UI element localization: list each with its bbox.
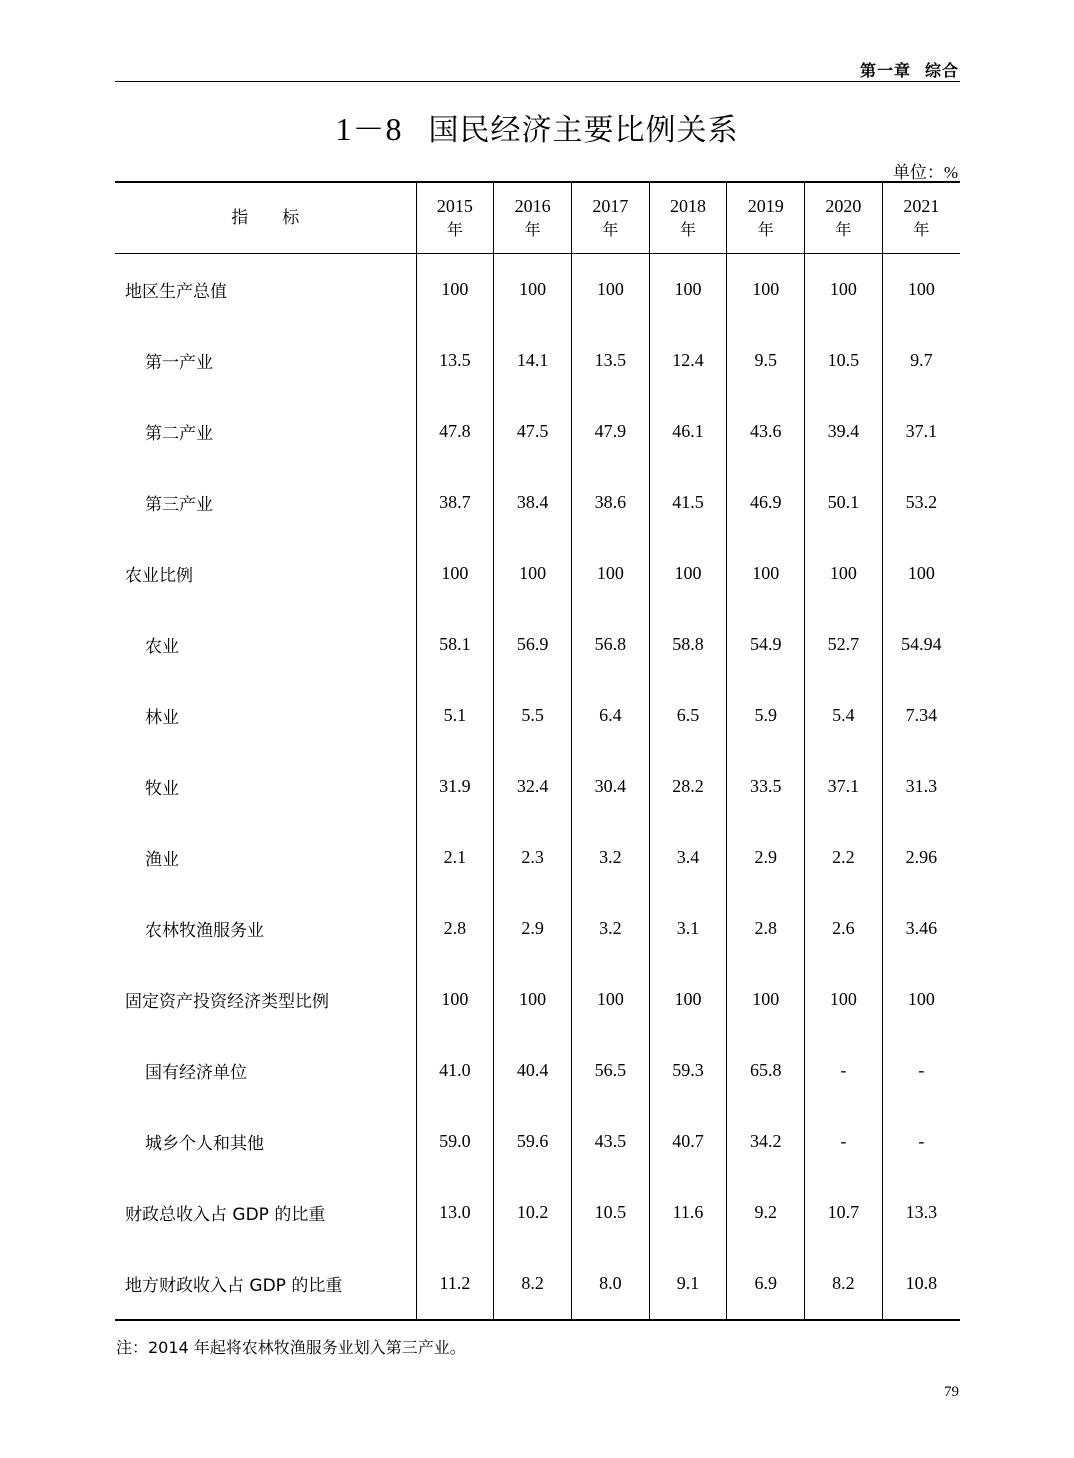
- table-cell: -: [882, 1106, 960, 1177]
- table-row: [115, 964, 960, 1035]
- table-cell: 5.5: [494, 680, 572, 751]
- table-cell: 2.8: [727, 893, 805, 964]
- unit-prefix: 单位：: [892, 163, 944, 183]
- table-cell: 47.8: [416, 396, 494, 467]
- table-row: [115, 254, 960, 326]
- table-cell: 11.2: [416, 1248, 494, 1320]
- table-cell: 8.2: [494, 1248, 572, 1320]
- table-number: 1－8: [335, 111, 403, 147]
- year-header: [727, 182, 805, 254]
- table-cell: 56.9: [494, 609, 572, 680]
- table-cell: 58.8: [649, 609, 727, 680]
- chapter-label: 第一章: [859, 61, 911, 80]
- table-cell: 100: [727, 538, 805, 609]
- row-label: 农林牧渔服务业: [145, 921, 264, 941]
- data-table: [115, 181, 960, 1321]
- table-cell: 2.3: [494, 822, 572, 893]
- table-cell: 100: [416, 538, 494, 609]
- table-cell: 37.1: [882, 396, 960, 467]
- table-row: [115, 751, 960, 822]
- table-cell: 11.6: [649, 1177, 727, 1248]
- year-suffix: 年: [835, 220, 852, 239]
- table-cell: 12.4: [649, 325, 727, 396]
- page-number: 79: [944, 1384, 959, 1400]
- table-row: [115, 396, 960, 467]
- row-label: 地方财政收入占 GDP 的比重: [125, 1276, 343, 1296]
- table-cell: 3.2: [571, 893, 649, 964]
- table-cell: 100: [494, 538, 572, 609]
- year-suffix: 年: [524, 220, 541, 239]
- year-number: 2015: [436, 196, 473, 216]
- table-cell: 100: [805, 538, 883, 609]
- row-label: 农业比例: [125, 566, 193, 586]
- table-cell: 28.2: [649, 751, 727, 822]
- table-row: [115, 325, 960, 396]
- table-cell: 38.4: [494, 467, 572, 538]
- year-suffix: 年: [602, 220, 619, 239]
- table-cell: 2.6: [805, 893, 883, 964]
- table-cell: 9.1: [649, 1248, 727, 1320]
- indicator-header: 指 标: [115, 182, 416, 254]
- table-cell: 9.7: [882, 325, 960, 396]
- table-cell: 41.0: [416, 1035, 494, 1106]
- year-header: [416, 182, 494, 254]
- table-cell: 33.5: [727, 751, 805, 822]
- table-cell: 100: [882, 254, 960, 326]
- table-cell: 2.2: [805, 822, 883, 893]
- table-cell: 39.4: [805, 396, 883, 467]
- table-row: [115, 1177, 960, 1248]
- table-cell: 41.5: [649, 467, 727, 538]
- table-cell: 100: [805, 254, 883, 326]
- year-suffix: 年: [680, 220, 697, 239]
- table-cell: 13.5: [571, 325, 649, 396]
- table-cell: 43.5: [571, 1106, 649, 1177]
- table-cell: 100: [649, 254, 727, 326]
- table-cell: 3.4: [649, 822, 727, 893]
- unit-value: %: [943, 163, 958, 182]
- table-cell: 100: [727, 254, 805, 326]
- table-cell: 52.7: [805, 609, 883, 680]
- table-cell: 2.8: [416, 893, 494, 964]
- table-cell: 7.34: [882, 680, 960, 751]
- table-cell: 38.6: [571, 467, 649, 538]
- table-cell: 56.5: [571, 1035, 649, 1106]
- table-cell: 53.2: [882, 467, 960, 538]
- table-cell: 5.4: [805, 680, 883, 751]
- table-row: [115, 893, 960, 964]
- table-cell: 47.9: [571, 396, 649, 467]
- year-header: [571, 182, 649, 254]
- table-cell: 37.1: [805, 751, 883, 822]
- table-cell: 8.2: [805, 1248, 883, 1320]
- row-label: 固定资产投资经济类型比例: [125, 992, 329, 1012]
- table-cell: 59.0: [416, 1106, 494, 1177]
- table-cell: 6.9: [727, 1248, 805, 1320]
- table-cell: 100: [571, 964, 649, 1035]
- year-suffix: 年: [913, 220, 930, 239]
- table-cell: 100: [571, 254, 649, 326]
- table-cell: 6.4: [571, 680, 649, 751]
- table-row: [115, 1106, 960, 1177]
- table-cell: 9.2: [727, 1177, 805, 1248]
- year-number: 2017: [592, 196, 629, 216]
- table-cell: 100: [882, 538, 960, 609]
- table-cell: 10.8: [882, 1248, 960, 1320]
- table-cell: 100: [571, 538, 649, 609]
- row-label: 城乡个人和其他: [145, 1134, 264, 1154]
- table-body: [115, 254, 960, 1321]
- table-cell: 100: [494, 254, 572, 326]
- table-cell: 9.5: [727, 325, 805, 396]
- table-cell: 59.3: [649, 1035, 727, 1106]
- year-number: 2019: [747, 196, 784, 216]
- table-row: [115, 467, 960, 538]
- table-row: [115, 1248, 960, 1320]
- year-suffix: 年: [446, 220, 463, 239]
- table-cell: 100: [727, 964, 805, 1035]
- table-cell: 31.3: [882, 751, 960, 822]
- year-header: [805, 182, 883, 254]
- row-label: 牧业: [145, 779, 179, 799]
- table-cell: 47.5: [494, 396, 572, 467]
- table-cell: 13.5: [416, 325, 494, 396]
- table-cell: 32.4: [494, 751, 572, 822]
- table-title-text: 国民经济主要比例关系: [428, 113, 739, 148]
- table-cell: 3.2: [571, 822, 649, 893]
- table-row: [115, 680, 960, 751]
- table-cell: -: [805, 1035, 883, 1106]
- year-suffix: 年: [757, 220, 774, 239]
- table-cell: 10.5: [571, 1177, 649, 1248]
- table-cell: 65.8: [727, 1035, 805, 1106]
- table-cell: 13.3: [882, 1177, 960, 1248]
- year-header: [494, 182, 572, 254]
- table-cell: 100: [805, 964, 883, 1035]
- table-title: [0, 104, 1074, 150]
- table-row: [115, 1035, 960, 1106]
- table-cell: 100: [416, 254, 494, 326]
- footnote: 注：2014 年起将农林牧渔服务业划入第三产业。: [116, 1338, 466, 1357]
- table-cell: 10.5: [805, 325, 883, 396]
- row-label: 财政总收入占 GDP 的比重: [125, 1205, 326, 1225]
- table-cell: 38.7: [416, 467, 494, 538]
- header-rule: [115, 81, 960, 82]
- table-cell: 3.1: [649, 893, 727, 964]
- year-number: 2016: [514, 196, 551, 216]
- row-label: 第二产业: [145, 424, 213, 444]
- row-label: 第一产业: [145, 353, 213, 373]
- table-cell: 54.94: [882, 609, 960, 680]
- table-cell: 30.4: [571, 751, 649, 822]
- row-label: 林业: [145, 708, 179, 728]
- table-row: [115, 609, 960, 680]
- table-cell: 10.7: [805, 1177, 883, 1248]
- row-label: 国有经济单位: [145, 1063, 247, 1083]
- table-header-row: [115, 182, 960, 254]
- table-cell: 100: [416, 964, 494, 1035]
- table-cell: 100: [649, 538, 727, 609]
- year-number: 2020: [825, 196, 862, 216]
- table-row: [115, 538, 960, 609]
- table-cell: 31.9: [416, 751, 494, 822]
- year-header: [649, 182, 727, 254]
- table-cell: 3.46: [882, 893, 960, 964]
- table-cell: 43.6: [727, 396, 805, 467]
- table-cell: 2.1: [416, 822, 494, 893]
- row-label: 渔业: [145, 850, 179, 870]
- table-cell: 2.9: [727, 822, 805, 893]
- table-cell: 6.5: [649, 680, 727, 751]
- table-cell: 100: [882, 964, 960, 1035]
- table-cell: 58.1: [416, 609, 494, 680]
- year-header: [882, 182, 960, 254]
- table-cell: 8.0: [571, 1248, 649, 1320]
- row-label: 农业: [145, 637, 179, 657]
- section-label: 综合: [924, 61, 959, 80]
- chapter-header: [860, 58, 959, 81]
- table-cell: 2.9: [494, 893, 572, 964]
- table-cell: -: [805, 1106, 883, 1177]
- table-cell: 10.2: [494, 1177, 572, 1248]
- table-cell: 54.9: [727, 609, 805, 680]
- table-cell: 14.1: [494, 325, 572, 396]
- table-cell: 34.2: [727, 1106, 805, 1177]
- table-cell: 46.1: [649, 396, 727, 467]
- table-cell: 100: [649, 964, 727, 1035]
- table-cell: 40.4: [494, 1035, 572, 1106]
- table-cell: 40.7: [649, 1106, 727, 1177]
- table-cell: 50.1: [805, 467, 883, 538]
- table-cell: -: [882, 1035, 960, 1106]
- table-cell: 13.0: [416, 1177, 494, 1248]
- table-cell: 5.1: [416, 680, 494, 751]
- table-cell: 5.9: [727, 680, 805, 751]
- table-cell: 59.6: [494, 1106, 572, 1177]
- year-number: 2018: [670, 196, 707, 216]
- table-cell: 46.9: [727, 467, 805, 538]
- table-cell: 100: [494, 964, 572, 1035]
- year-number: 2021: [903, 196, 940, 216]
- row-label: 地区生产总值: [125, 282, 227, 302]
- row-label: 第三产业: [145, 495, 213, 515]
- unit-label: [893, 158, 958, 183]
- table-cell: 2.96: [882, 822, 960, 893]
- table-row: [115, 822, 960, 893]
- table-cell: 56.8: [571, 609, 649, 680]
